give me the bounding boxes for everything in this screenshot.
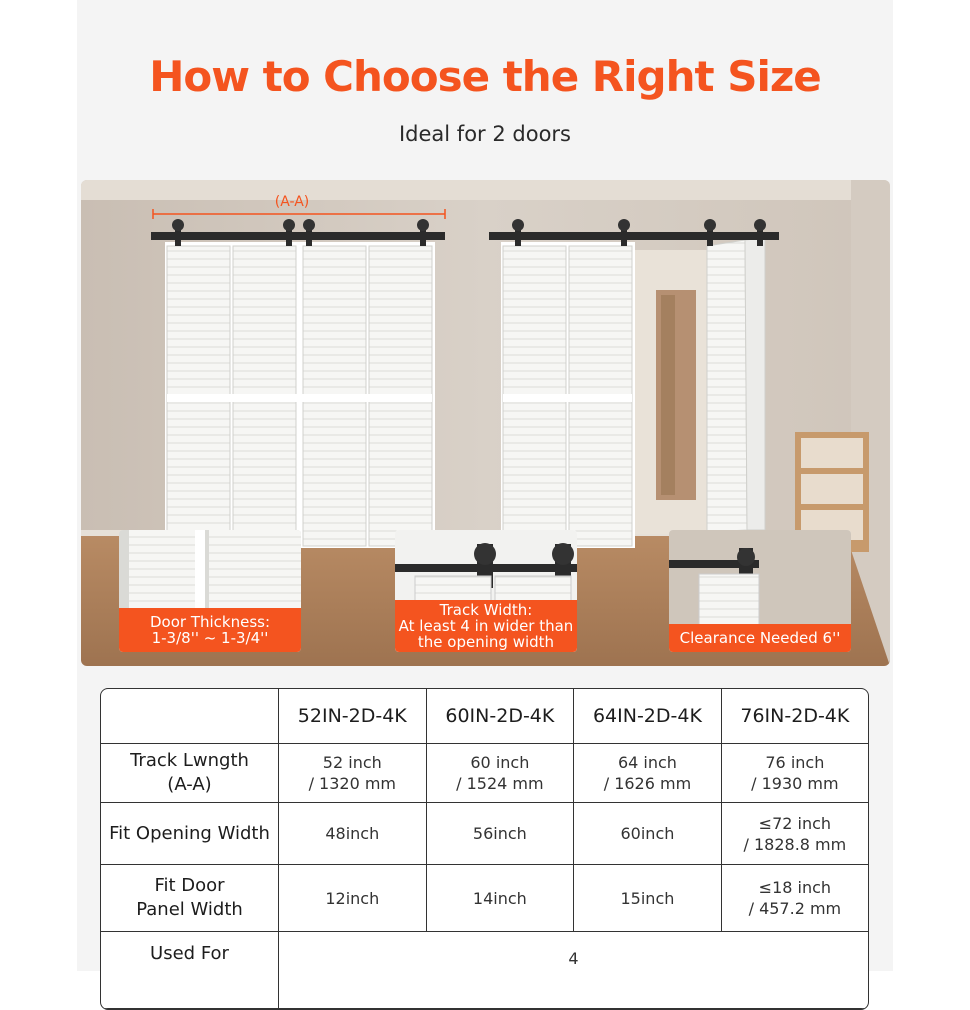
table-row: [101, 803, 868, 865]
row-label: Track Lwngth (A-A): [101, 744, 279, 803]
page-subtitle: Ideal for 2 doors: [398, 122, 571, 146]
table-header-cell: 64IN-2D-4K: [574, 689, 722, 744]
table-cell: 60 inch / 1524 mm: [427, 744, 575, 803]
table-header-cell: 60IN-2D-4K: [427, 689, 575, 744]
callout-track-width: [395, 530, 577, 652]
track-dimension-label: (A-A): [274, 194, 310, 210]
table-header-cell: 76IN-2D-4K: [722, 689, 868, 744]
table-cell: ≤72 inch / 1828.8 mm: [722, 803, 868, 865]
door-thickness-text: Door Thickness: 1-3/8'' ~ 1-3/4'': [119, 608, 301, 652]
page-title: How to Choose the Right Size: [149, 52, 821, 101]
callout-door-thickness: [119, 530, 301, 652]
table-cell: 64 inch / 1626 mm: [574, 744, 722, 803]
callout-clearance: [669, 530, 851, 652]
track-width-text: Track Width: At least 4 in wider than the opening width: [395, 600, 577, 652]
table-cell: ≤18 inch / 457.2 mm: [722, 865, 868, 932]
table-cell: 12inch: [279, 865, 427, 932]
size-spec-table: [100, 688, 869, 1010]
merged-cell: 4: [279, 932, 868, 1009]
table-cell: 56inch: [427, 803, 575, 865]
row-label: Fit Door Panel Width: [101, 865, 279, 932]
table-cell: 15inch: [574, 865, 722, 932]
table-cell: 48inch: [279, 803, 427, 865]
table-cell: 52 inch / 1320 mm: [279, 744, 427, 803]
row-label: Fit Opening Width: [101, 803, 279, 865]
table-cell: 14inch: [427, 865, 575, 932]
table-row: [101, 744, 868, 803]
table-cell: 76 inch / 1930 mm: [722, 744, 868, 803]
table-row: [101, 865, 868, 932]
clearance-text: Clearance Needed 6'': [669, 624, 851, 652]
table-cell: 60inch: [574, 803, 722, 865]
row-label: Used For: [101, 932, 279, 1009]
table-header-empty: [101, 689, 279, 744]
table-header-cell: 52IN-2D-4K: [279, 689, 427, 744]
table-header-row: [101, 689, 868, 744]
